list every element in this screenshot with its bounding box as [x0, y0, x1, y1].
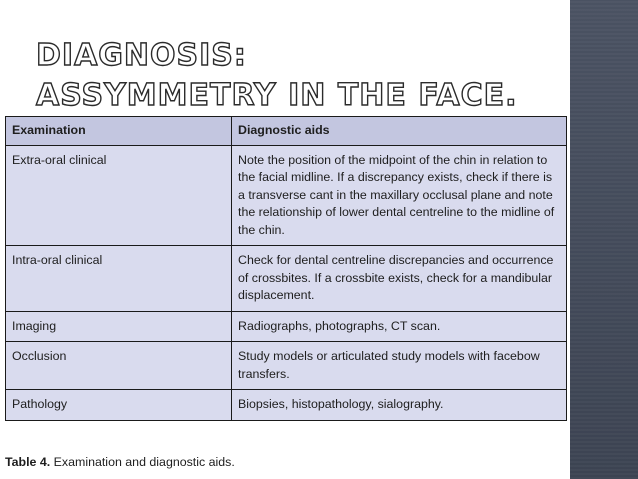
table-caption: [5, 455, 235, 469]
table-header-row: [6, 117, 567, 146]
diagnostic-aids-cell: Radiographs, photographs, CT scan.: [232, 311, 567, 342]
table-row: [6, 246, 567, 312]
decorative-side-panel: [570, 0, 638, 479]
diagnostic-aids-cell: Study models or articulated study models with facebow transfers.: [232, 342, 567, 390]
diagnostic-aids-cell: Check for dental centreline discrepancies and occurrence of crossbites. If a crossbite exists, check for a mandibular displacement.: [232, 246, 567, 312]
table-row: [6, 342, 567, 390]
examination-cell: Imaging: [6, 311, 232, 342]
diagnostic-aids-cell: Biopsies, histopathology, sialography.: [232, 390, 567, 421]
examination-cell: Extra-oral clinical: [6, 145, 232, 246]
table-row: [6, 145, 567, 246]
caption-label: Table 4.: [5, 455, 51, 469]
caption-text: Examination and diagnostic aids.: [50, 455, 235, 469]
header-diagnostic-aids: Diagnostic aids: [232, 117, 567, 146]
examination-cell: Pathology: [6, 390, 232, 421]
diagnostic-aids-cell: Note the position of the midpoint of the chin in relation to the facial midline. If a discrepancy exists, check if there is a transverse cant in the maxillary occlusal plane and note the relationship of lower dental centreline to the midline of the chin.: [232, 145, 567, 246]
slide-title-line-1: DIAGNOSIS:: [36, 38, 247, 73]
table-row: [6, 311, 567, 342]
header-examination: Examination: [6, 117, 232, 146]
examination-cell: Occlusion: [6, 342, 232, 390]
table-row: [6, 390, 567, 421]
slide-title-line-2: ASSYMMETRY IN THE FACE.: [36, 78, 518, 113]
diagnostic-table: [5, 116, 567, 421]
examination-cell: Intra-oral clinical: [6, 246, 232, 312]
